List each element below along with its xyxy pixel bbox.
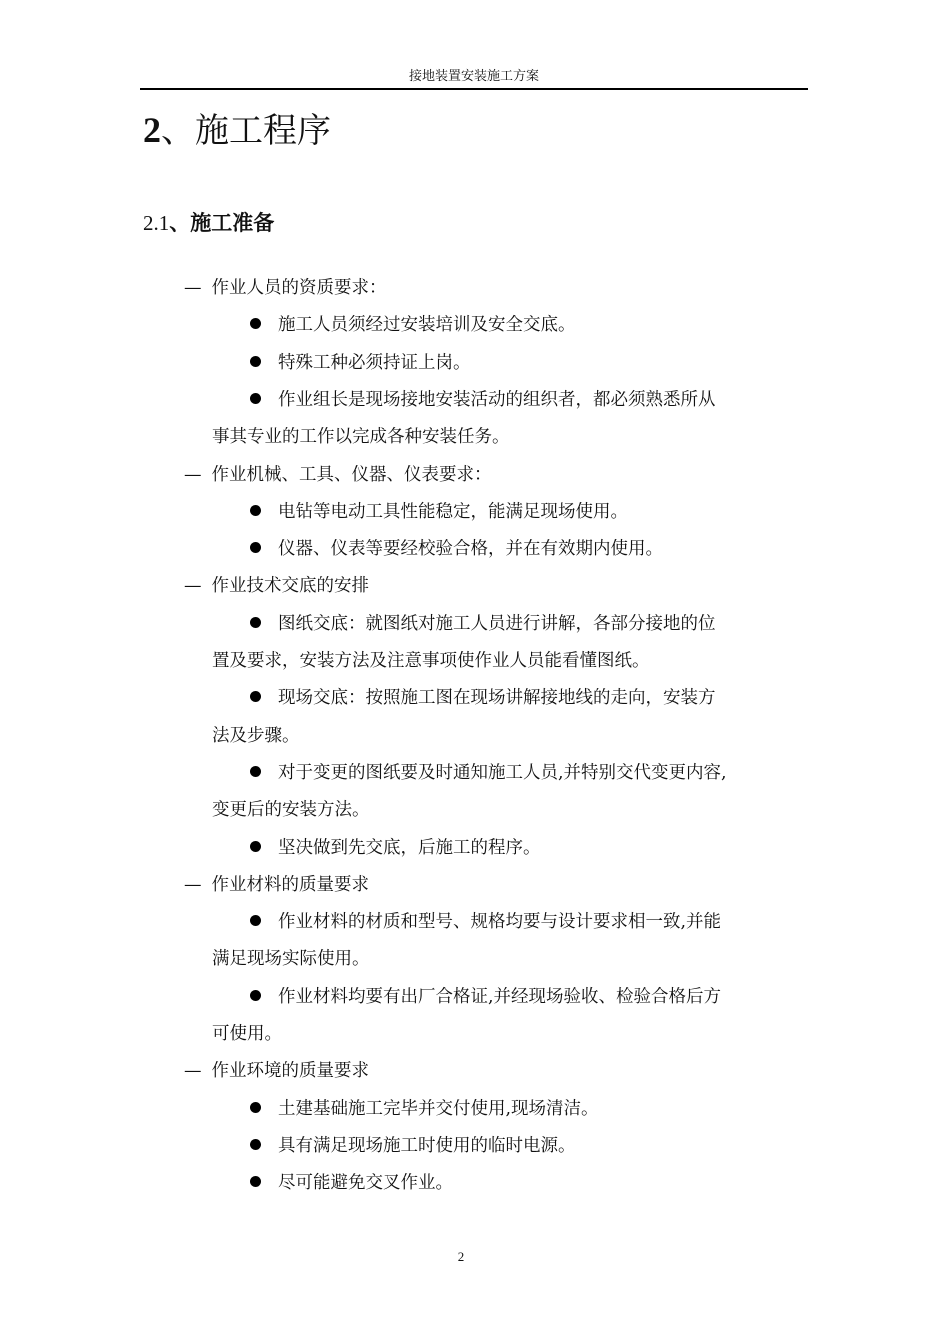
line-text: 作业环境的质量要求 [211,1061,369,1082]
line-text: 作业材料的材质和型号、规格均要与设计要求相一致,并能 [278,912,722,933]
line-text: 施工人员须经过安装培训及安全交底。 [278,315,576,336]
bullet-dot-icon [250,1176,261,1187]
bullet-item [250,606,716,643]
section-title-text: 施工准备 [190,211,275,235]
line-text: 置及要求，安装方法及注意事项使作业人员能看懂图纸。 [212,651,650,671]
line-text: 坚决做到先交底，后施工的程序。 [278,837,541,858]
bullet-dot-icon [250,617,261,628]
bullet-dot-icon [250,915,261,926]
bullet-dot-icon [250,393,261,404]
section-number: 2.1 [143,211,170,235]
bullet-item [250,904,721,941]
dash-item [184,1053,369,1090]
line-text: 作业技术交底的安排 [211,576,369,597]
line-text: 现场交底：按照施工图在现场讲解接地线的走向，安装方 [278,688,716,709]
bullet-item [250,979,721,1016]
continuation-line [212,1016,282,1053]
bullet-item [250,1091,599,1128]
continuation-line [212,718,300,755]
dash-item [184,568,369,605]
line-text: 电钻等电动工具性能稳定，能满足现场使用。 [278,501,628,522]
dash-item [184,867,369,904]
bullet-dot-icon [250,318,261,329]
chapter-number: 2 [143,110,161,150]
bullet-item [250,382,716,419]
line-text: 变更后的安装方法。 [212,800,370,821]
bullet-dot-icon [250,1102,261,1113]
line-text: 土建基础施工完毕并交付使用,现场清洁。 [278,1098,599,1119]
continuation-line [212,643,650,680]
line-text: 尽可能避免交叉作业。 [278,1173,453,1194]
bullet-dot-icon [250,356,261,367]
line-text: 满足现场实际使用。 [212,949,370,970]
bullet-dot-icon [250,1139,261,1150]
bullet-dot-icon [250,990,261,1001]
bullet-item [250,531,663,568]
line-text: 具有满足现场施工时使用的临时电源。 [278,1135,576,1156]
dash-marker: — [184,576,202,597]
bullet-item [250,830,541,867]
dash-marker: — [184,874,202,895]
chapter-title-text: 施工程序 [195,111,331,151]
bullet-dot-icon [250,691,261,702]
bullet-item [250,680,716,717]
bullet-dot-icon [250,542,261,553]
line-text: 可使用。 [212,1024,282,1044]
dash-marker: — [184,278,202,298]
chapter-title [143,104,331,157]
dash-item [184,457,492,494]
bullet-item [250,1128,576,1165]
bullet-item [250,307,576,344]
line-text: 作业机械、工具、仪器、仪表要求： [211,464,492,485]
bullet-dot-icon [250,766,261,777]
line-text: 事其专业的工作以完成各种安装任务。 [212,427,510,448]
section-separator: 、 [169,211,191,235]
continuation-line [212,419,510,456]
dash-marker: — [184,464,202,485]
bullet-dot-icon [250,841,261,852]
bullet-item [250,755,727,792]
line-text: 对于变更的图纸要及时通知施工人员,并特别交代变更内容, [278,762,727,783]
chapter-separator: 、 [161,111,195,151]
line-text: 作业组长是现场接地安装活动的组织者，都必须熟悉所从 [278,389,716,410]
line-text: 作业材料的质量要求 [211,874,369,895]
dash-marker: — [184,1061,202,1082]
continuation-line [212,792,370,829]
bullet-item [250,494,628,531]
line-text: 图纸交底：就图纸对施工人员进行讲解，各部分接地的位 [278,613,716,634]
bullet-item [250,345,471,382]
line-text: 法及步骤。 [212,725,300,746]
dash-item [184,270,387,307]
line-text: 作业人员的资质要求： [211,278,387,298]
bullet-dot-icon [250,505,261,516]
continuation-line [212,941,370,978]
bullet-item [250,1165,453,1202]
line-text: 作业材料均要有出厂合格证,并经现场验收、检验合格后方 [278,986,722,1007]
line-text: 仪器、仪表等要经校验合格，并在有效期内使用。 [278,539,663,560]
page-number: 2 [457,1249,465,1264]
line-text: 特殊工种必须持证上岗。 [278,352,471,373]
running-header: 接地装置安装施工方案 [140,66,808,90]
section-title [143,206,274,240]
